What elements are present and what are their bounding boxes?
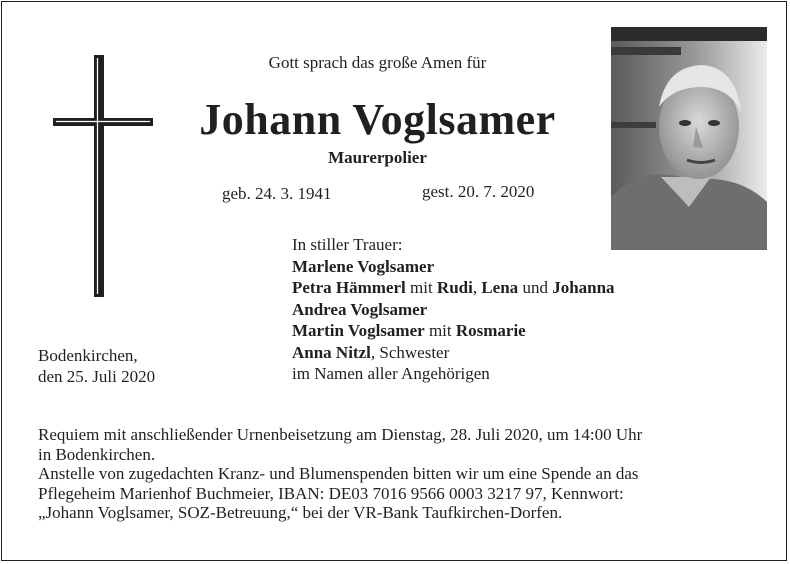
mourner-name: Rudi xyxy=(436,278,473,297)
mourner-line xyxy=(292,363,615,385)
mourning-heading: In stiller Trauer: xyxy=(292,235,403,254)
intro-line: Gott sprach das große Amen für xyxy=(268,53,487,72)
mourner-text: mit xyxy=(405,278,437,297)
latin-cross-icon xyxy=(53,50,153,300)
detail-line: Pflegeheim Marienhof Buchmeier, IBAN: DE03 7016 9566 0003 3217 97, Kennwort: xyxy=(38,483,624,503)
notice-date: den 25. Juli 2020 xyxy=(38,367,156,386)
mourner-line xyxy=(292,256,615,278)
detail-line: Requiem mit anschließender Urnenbeisetzung am Dienstag, 28. Juli 2020, um 14:00 Uhr xyxy=(38,425,643,444)
death-date: gest. 20. 7. 2020 xyxy=(422,182,535,201)
mourner-text: mit xyxy=(424,321,456,340)
funeral-details xyxy=(38,425,768,523)
mourner-line xyxy=(292,320,615,342)
mourner-name: Marlene Voglsamer xyxy=(292,256,435,276)
mourner-name: Lena xyxy=(481,278,519,297)
place-date xyxy=(38,345,155,387)
portrait-photo xyxy=(611,27,767,250)
detail-line: Anstelle von zugedachten Kranz- und Blumenspenden bitten wir um eine Spende an das xyxy=(38,464,639,483)
mourner-name: Rosmarie xyxy=(455,321,526,340)
portrait-illustration xyxy=(611,27,767,250)
mourner-name: Petra Hämmerl xyxy=(292,278,406,297)
mourner-name: Johanna xyxy=(552,278,615,297)
mourner-line xyxy=(292,277,615,299)
mourner-name: Martin Voglsamer xyxy=(292,321,425,340)
mourner-line xyxy=(292,299,615,321)
mourner-text: und xyxy=(518,278,553,297)
detail-line: „Johann Voglsamer, SOZ-Betreuung,“ bei der VR-Bank Taufkirchen-Dorfen. xyxy=(38,503,563,522)
detail-line: in Bodenkirchen. xyxy=(38,444,156,464)
mourner-name: Andrea Voglsamer xyxy=(292,299,428,319)
occupation: Maurerpolier xyxy=(328,148,427,167)
birth-date: geb. 24. 3. 1941 xyxy=(222,184,332,203)
mourner-text: , xyxy=(472,278,482,297)
deceased-name: Johann Voglsamer xyxy=(199,95,556,144)
mourner-text: im Namen aller Angehörigen xyxy=(292,364,490,383)
place: Bodenkirchen, xyxy=(38,346,138,365)
mourner-name: Anna Nitzl xyxy=(292,342,371,362)
mourner-line xyxy=(292,342,615,364)
mourners-block xyxy=(292,234,615,385)
mourner-text: , Schwester xyxy=(370,342,450,362)
